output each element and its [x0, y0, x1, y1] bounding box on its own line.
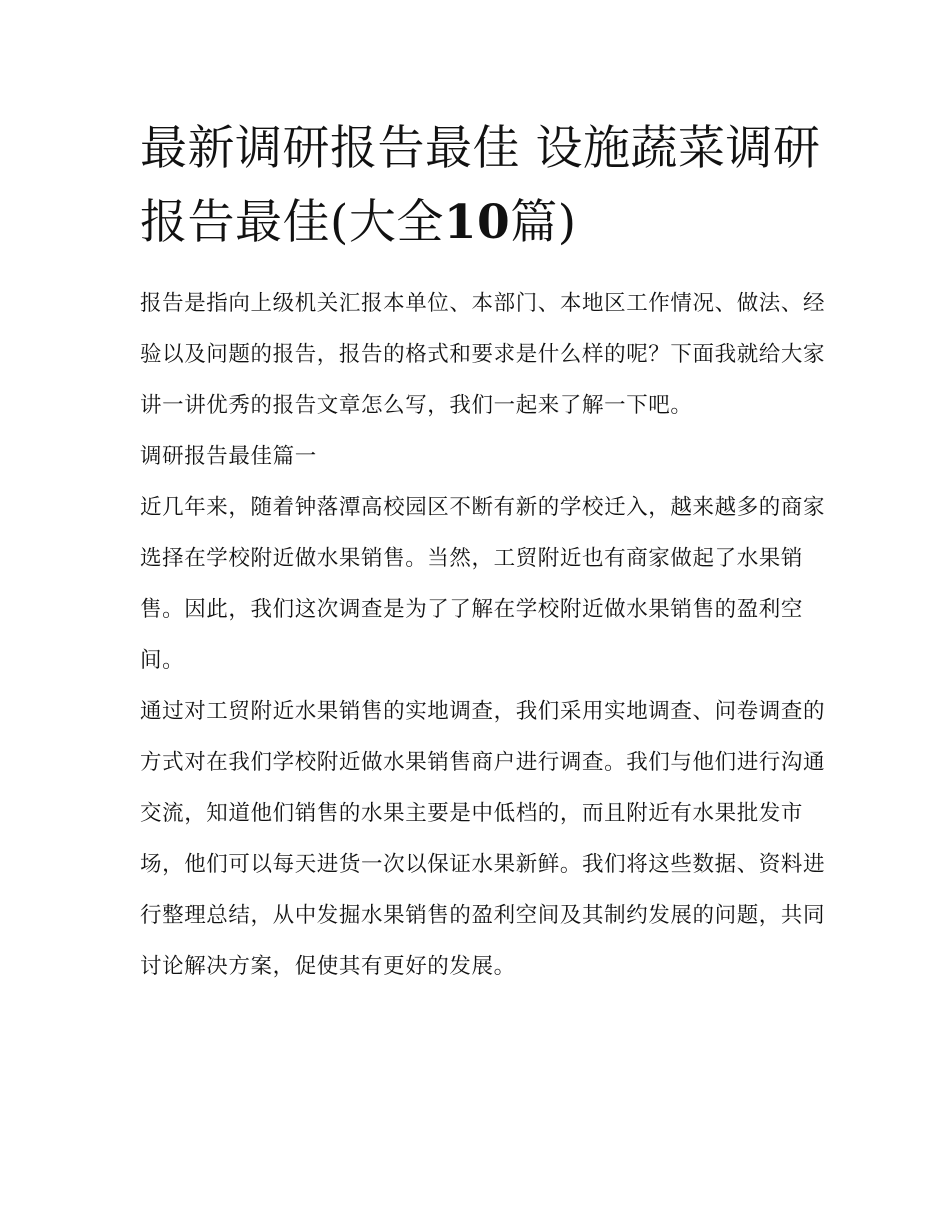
page-title: [140, 112, 830, 260]
document-content: [140, 112, 830, 992]
body-paragraph-1: 近几年来，随着钟落潭高校园区不断有新的学校迁入，越来越多的商家选择在学校附近做水果销售。当然，工贸附近也有商家做起了水果销售。因此，我们这次调查是为了了解在学校附近做水果销售的盈利空间。: [140, 495, 826, 673]
title-text-part1: 最新调研报告最佳 设施蔬菜调研报告最佳(大全: [140, 121, 821, 250]
title-text-part2: 篇): [510, 195, 577, 250]
title-number: 10: [443, 195, 511, 250]
intro-paragraph: 报告是指向上级机关汇报本单位、本部门、本地区工作情况、做法、经验以及问题的报告，报告的格式和要求是什么样的呢？下面我就给大家讲一讲优秀的报告文章怎么写，我们一起来了解一下吧。: [140, 291, 826, 418]
section-heading: 调研报告最佳篇一: [140, 444, 317, 469]
body-paragraph-2: 通过对工贸附近水果销售的实地调查，我们采用实地调查、问卷调查的方式对在我们学校附近做水果销售商户进行调查。我们与他们进行沟通交流，知道他们销售的水果主要是中低档的，而且附近有水果批发市场，他们可以每天进货一次以保证水果新鲜。我们将这些数据、资料进行整理总结，从中发掘水果销售的盈利空间及其制约发展的问题，共同讨论解决方案，促使其有更好的发展。: [140, 699, 826, 979]
